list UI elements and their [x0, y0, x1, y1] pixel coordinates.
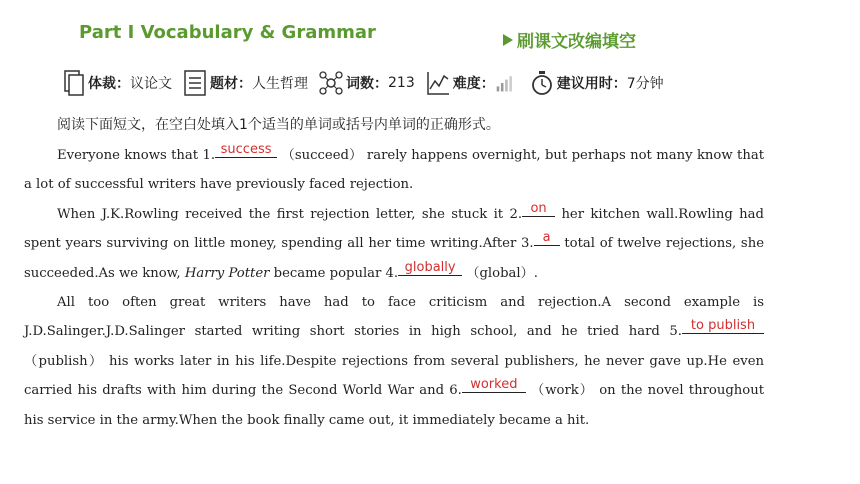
trend-chart-icon: [425, 69, 451, 97]
stopwatch-icon: [529, 69, 555, 97]
difficulty-label: 难度：: [452, 76, 495, 92]
paragraph: [24, 141, 764, 200]
genre-label: 体裁：: [88, 76, 130, 92]
time-label: 建议用时：: [556, 76, 627, 92]
answer-blank-2: on: [522, 202, 555, 217]
passage-text: Everyone knows that 1.: [57, 148, 216, 163]
words-label: 词数：: [346, 76, 388, 92]
passage-text: （global）.: [462, 265, 538, 281]
topic-info: [182, 69, 308, 97]
passage-text: total of twelve rejections, she succeeded.As we know,: [24, 236, 765, 281]
passage-text: （succeed） rarely happens overnight, but perhaps not many know that a lot of successful writers have previously faced rejection.: [24, 148, 764, 193]
instruction: 阅读下面短文，在空白处填入1个适当的单词或括号内单词的正确形式。: [57, 117, 500, 133]
info-bar: [60, 66, 674, 100]
topic-value: 人生哲理: [252, 76, 308, 92]
passage-text: When J.K.Rowling received the first rejection letter, she stuck it 2.: [57, 206, 523, 222]
genre-info: [60, 69, 172, 97]
time-value: 7分钟: [626, 76, 664, 92]
book-title: Harry Potter: [184, 265, 270, 281]
words-info: [318, 69, 415, 97]
words-value: 213: [388, 75, 415, 91]
genre-value: 议论文: [130, 76, 172, 92]
document-icon: [60, 69, 86, 97]
answer-blank-1: success: [215, 143, 277, 158]
network-icon: [318, 69, 344, 97]
exercise-tag: [503, 27, 636, 52]
answer-blank-3: a: [534, 231, 560, 246]
time-info: [529, 69, 664, 97]
notepad-icon: [182, 69, 208, 97]
passage-text: became popular 4.: [269, 265, 399, 281]
topic-label: 题材：: [210, 76, 252, 92]
answer-blank-5: to publish: [682, 319, 764, 334]
passage-text: her kitchen wall.Rowling had spent years surviving on little money, spending all her time writing.After 3.: [24, 206, 764, 252]
exercise-tag-label: 刷课文改编填空: [517, 32, 636, 52]
answer-blank-4: globally: [398, 261, 462, 276]
paragraph: [24, 288, 764, 435]
passage-text: （publish） his works later in his life.Despite rejections from several publishers, he never gave up.He even carried his drafts with him during the Second World War and 6.: [24, 353, 764, 399]
passage-text: （work） on the novel throughout his service in the army.When the book finally came out, it immediately became a hit.: [24, 383, 764, 428]
play-triangle-icon: [503, 34, 513, 46]
section-title: Part Ⅰ Vocabulary & Grammar: [79, 22, 376, 43]
paragraph: [24, 200, 764, 288]
passage: [24, 141, 764, 435]
signal-bars-icon: [495, 69, 517, 97]
answer-blank-6: worked: [462, 378, 526, 393]
passage-text: All too often great writers have had to face criticism and rejection.A second example is J.D.Salinger.J.D.Salinger started writing short stories in high school, and he tried hard 5.: [24, 295, 764, 340]
difficulty-info: [425, 69, 519, 97]
